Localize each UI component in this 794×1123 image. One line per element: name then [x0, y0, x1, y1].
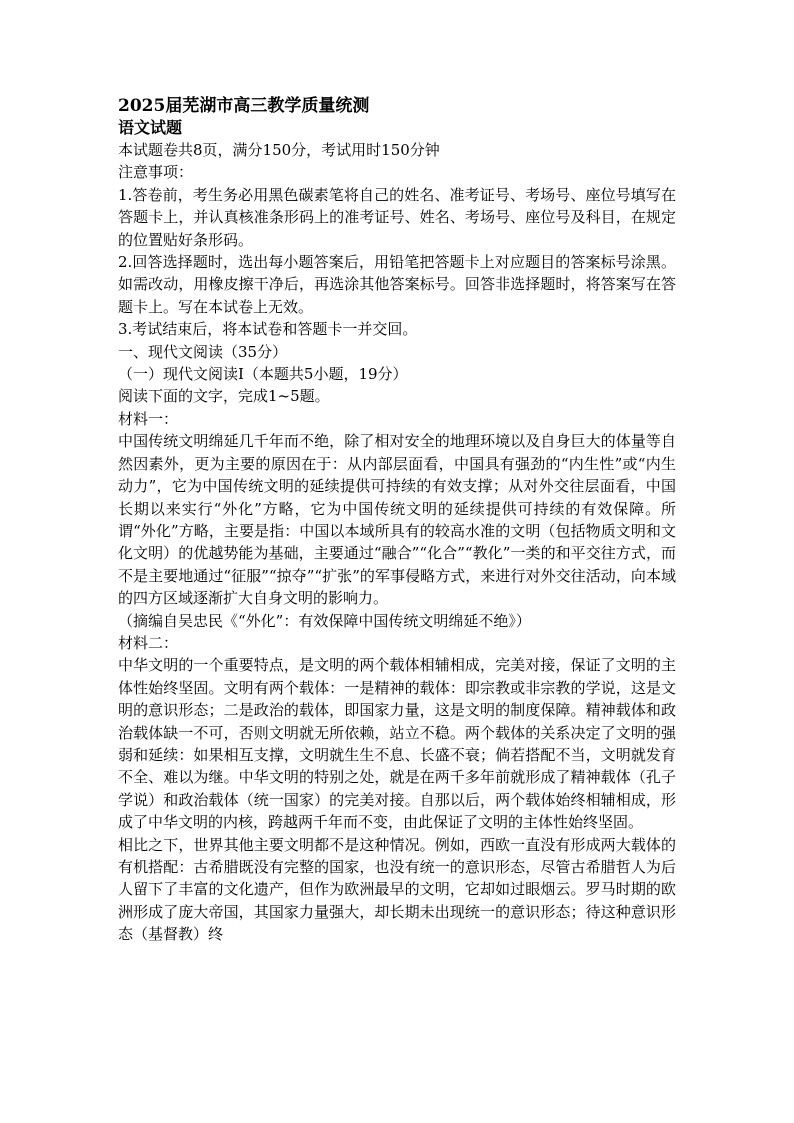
subsection-heading: （一）现代文阅读Ⅰ（本题共5小题，19分） — [118, 365, 408, 384]
notice-item: 1.答卷前，考生务必用黑色碳素笔将自己的姓名、准考证号、考场号、座位号填写在答题卡上，并认真核准条形码上的准考证号、姓名、考场号、座位号及科目，在规定的位置贴好条形码。 — [118, 185, 676, 249]
section-heading: 一、现代文阅读（35分） — [118, 342, 288, 361]
material-2-label: 材料二： — [118, 633, 179, 652]
notice-item: 2.回答选择题时，选出每小题答案后，用铅笔把答题卡上对应题目的答案标号涂黑。如需改动，用橡皮擦干净后，再选涂其他答案标号。回答非选择题时，将答案写在答题卡上。写在本试卷上无效。 — [118, 253, 676, 316]
notice-item: 3.考试结束后，将本试卷和答题卡一并交回。 — [118, 320, 418, 339]
material-1-label: 材料一： — [118, 409, 179, 428]
subject-title: 语文试题 — [118, 118, 183, 137]
reading-instruction: 阅读下面的文字，完成1~5题。 — [118, 387, 330, 406]
material-1-source: （摘编自吴忠民《“外化”：有效保障中国传统文明绵延不绝》） — [118, 611, 531, 630]
exam-meta: 本试题卷共8页，满分150分，考试用时150分钟 — [118, 141, 440, 159]
exam-title: 2025届芜湖市高三教学质量统测 — [118, 96, 370, 116]
notice-heading: 注意事项： — [118, 163, 194, 182]
material-2-paragraph: 中华文明的一个重要特点，是文明的两个载体相辅相成，完美对接，保证了文明的主体性始终坚固。文明有两个载体：一是精神的载体：即宗教或非宗教的学说，这是文明的意识形态；二是政治的载体，即国家力量，这是文明的制度保障。精神载体和政治载体缺一不可，否则文明就无所依赖，站立不稳。两个载体的关系决定了文明的强弱和延续：如果相互支撑，文明就生生不息、长盛不衰；倘若搭配不当，文明就发育不全、难以为继。中华文明的特别之处，就是在两千多年前就形成了精神载体（孔子学说）和政治载体（统一国家）的完美对接。自那以后，两个载体始终相辅相成，形成了中华文明的内核，跨越两千年而不变，由此保证了文明的主体性始终坚固。 — [118, 656, 676, 832]
exam-page — [118, 95, 676, 946]
material-1-paragraph: 中国传统文明绵延几千年而不绝，除了相对安全的地理环境以及自身巨大的体量等自然因素外，更为主要的原因在于：从内部层面看，中国具有强劲的“内生性”或“内生动力”，它为中国传统文明的延续提供可持续的有效支撑；从对外交往层面看，中国长期以来实行“外化”方略，它为中国传统文明的延续提供可持续的有效保障。所谓“外化”方略，主要是指：中国以本域所具有的较高水准的文明（包括物质文明和文化文明）的优越势能为基础，主要通过“融合”“化合”“教化”一类的和平交往方式，而不是主要地通过“征服”“掠夺”“扩张”的军事侵略方式，来进行对外交往活动，向本域的四方区域逐渐扩大自身文明的影响力。 — [118, 432, 676, 608]
material-2-paragraph: 相比之下，世界其他主要文明都不是这种情况。例如，西欧一直没有形成两大载体的有机搭配：古希腊既没有完整的国家，也没有统一的意识形态，尽管古希腊哲人为后人留下了丰富的文化遗产，但作为欧洲最早的文明，它却如过眼烟云。罗马时期的欧洲形成了庞大帝国，其国家力量强大，却长期未出现统一的意识形态；待这种意识形态（基督教）终 — [118, 835, 676, 944]
